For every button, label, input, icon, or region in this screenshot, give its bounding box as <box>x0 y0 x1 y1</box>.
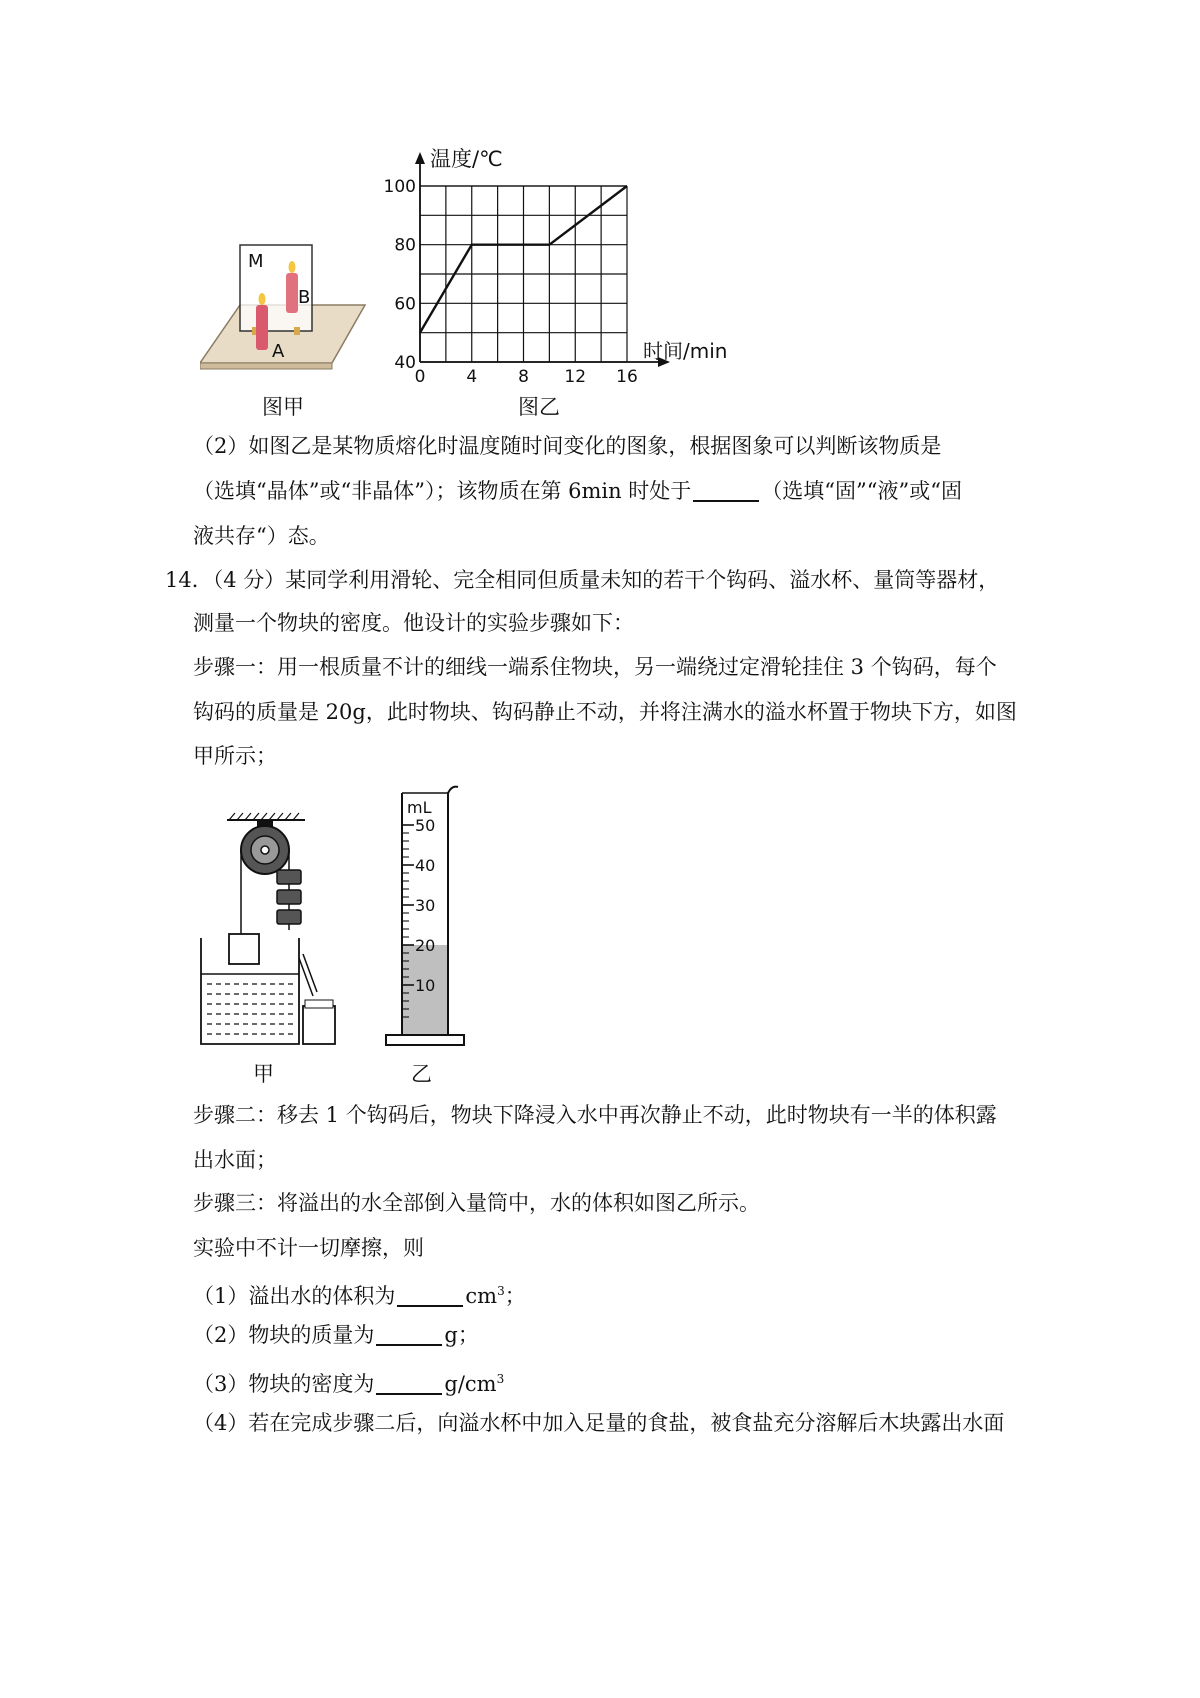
x-tick-label: 12 <box>564 367 587 387</box>
y-tick-label: 80 <box>394 235 416 256</box>
q14-sub3-blank[interactable] <box>376 1371 442 1395</box>
x-axis-label: 时间/min <box>643 339 728 363</box>
chart-axes <box>415 152 670 367</box>
cylinder-scale-label: 50 <box>415 816 436 835</box>
temperature-time-chart <box>380 140 740 390</box>
q14-step2-line2: 出水面； <box>193 1148 277 1172</box>
q14-sub1-unit: cm <box>465 1284 498 1308</box>
table-board-edge <box>200 363 332 369</box>
beaker-water <box>305 1000 333 1008</box>
cylinder-scale-label: 10 <box>415 976 436 995</box>
figure-pulley-caption: 甲 <box>253 1062 274 1086</box>
beaker <box>303 1006 335 1044</box>
q13-answer-blank[interactable] <box>693 478 759 502</box>
y-axis-label: 温度/℃ <box>430 147 503 171</box>
q13-part2-line3 <box>193 521 330 551</box>
figure-cylinder-caption: 乙 <box>411 1062 432 1086</box>
label-a: A <box>272 341 285 362</box>
q14-step2-line1: 步骤二：移去 1 个钩码后，物块下降浸入水中再次静止不动，此时物块有一半的体积露 <box>193 1103 997 1127</box>
cylinder-spout <box>448 787 458 793</box>
cylinder-scale-label: 40 <box>415 856 436 875</box>
y-tick-label: 60 <box>394 294 416 315</box>
x-tick-label: 4 <box>466 367 478 387</box>
plate-stand-right <box>294 327 300 335</box>
candle-a <box>256 305 268 350</box>
pulley-axle <box>261 846 269 854</box>
block <box>229 934 259 964</box>
q14-sub1 <box>193 1276 526 1311</box>
q14-sub2-text: （2）物块的质量为 <box>193 1323 375 1347</box>
q13-part2-text2b: （选填“固”“液”或“固 <box>761 479 962 503</box>
q14-sub3-unit: g/cm <box>444 1372 497 1396</box>
q14-sub2-end: g； <box>444 1323 479 1347</box>
x-tick-label: 0 <box>414 367 426 387</box>
q14-step1-line3: 甲所示； <box>193 744 277 768</box>
flame-b-icon <box>289 261 296 273</box>
label-b: B <box>298 287 311 308</box>
q14-step3: 步骤三：将溢出的水全部倒入量筒中，水的体积如图乙所示。 <box>193 1191 760 1215</box>
measuring-cylinder-figure <box>380 785 470 1050</box>
q14-sub4: （4）若在完成步骤二后，向溢水杯中加入足量的食盐，被食盐充分溶解后木块露出水面 <box>193 1411 1005 1435</box>
q14-sub1-sup: 3 <box>497 1284 505 1298</box>
cylinder-scale-label: 30 <box>415 896 436 915</box>
q14-intro-line2: 测量一个物块的密度。他设计的实验步骤如下： <box>193 611 634 635</box>
pulley-apparatus-figure <box>195 810 345 1050</box>
q14-intro-line1: 14．（4 分）某同学利用滑轮、完全相同但质量未知的若干个钩码、溢水杯、量筒等器材， <box>165 568 1000 592</box>
chart-grid <box>420 186 627 362</box>
chart-ticks <box>384 177 638 387</box>
x-tick-label: 8 <box>518 367 529 387</box>
q13-part2-line2 <box>193 476 962 506</box>
cylinder-unit: mL <box>407 798 432 817</box>
flame-a-icon <box>259 293 266 305</box>
q14-sub1-blank[interactable] <box>397 1283 463 1307</box>
q14-sub3-text: （3）物块的密度为 <box>193 1372 375 1396</box>
q14-step1-line2: 钩码的质量是 20g，此时物块、钩码静止不动，并将注满水的溢水杯置于物块下方，如图 <box>193 700 1017 724</box>
q13-part2-text3: 液共存“）态。 <box>193 524 330 548</box>
label-m: M <box>248 251 264 272</box>
water-dashes <box>207 984 295 1034</box>
q14-sub1-text: （1）溢出水的体积为 <box>193 1284 396 1308</box>
q14-sub3 <box>193 1364 504 1399</box>
q14-step1-line1: 步骤一：用一根质量不计的细线一端系住物块，另一端绕过定滑轮挂住 3 个钩码，每个 <box>193 655 997 679</box>
figure-yi-caption: 图乙 <box>518 395 560 419</box>
ceiling-hatch <box>229 813 299 820</box>
q13-part2-text1: （2）如图乙是某物质熔化时温度随时间变化的图象，根据图象可以判断该物质是 <box>193 434 942 458</box>
q14-note: 实验中不计一切摩擦，则 <box>193 1236 424 1260</box>
q14-sub3-sup: 3 <box>496 1372 505 1386</box>
q14-sub2-blank[interactable] <box>376 1322 442 1346</box>
q14-sub1-end: ； <box>504 1284 526 1308</box>
cylinder-scale-label: 20 <box>415 936 436 955</box>
cylinder-base <box>386 1035 464 1045</box>
q14-sub2 <box>193 1320 479 1350</box>
y-tick-label: 40 <box>394 353 416 373</box>
candle-mirror-figure <box>200 235 380 385</box>
y-tick-label: 100 <box>383 177 416 197</box>
figure-jia-caption: 图甲 <box>262 395 304 419</box>
hook-weights <box>277 870 301 930</box>
y-axis-arrow-icon <box>415 152 425 164</box>
candle-b <box>286 273 298 313</box>
q13-part2-text2a: （选填“晶体”或“非晶体”）；该物质在第 6min 时处于 <box>193 479 692 503</box>
q13-part2-line1 <box>193 431 941 461</box>
x-tick-label: 16 <box>616 367 638 387</box>
